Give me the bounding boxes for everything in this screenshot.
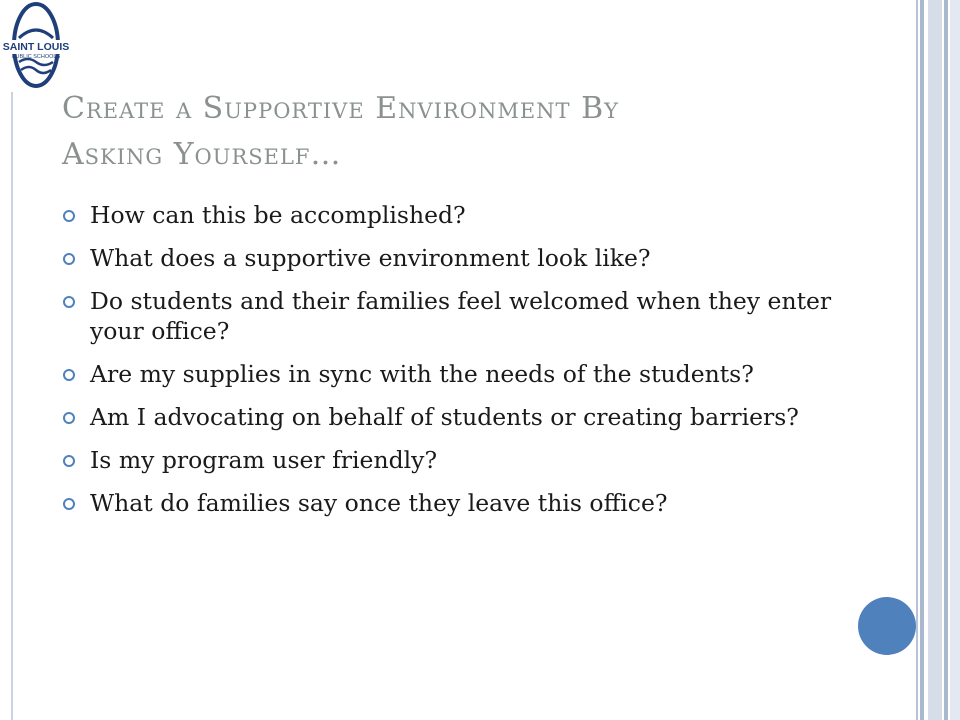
bullet-text: Are my supplies in sync with the needs of the students?	[90, 360, 754, 388]
slide-title	[62, 86, 862, 178]
left-divider	[11, 92, 13, 720]
bullet-item	[62, 445, 862, 475]
open-circle-bullet-icon	[62, 454, 76, 468]
bullet-text: What do families say once they leave this office?	[90, 489, 668, 517]
bullet-text: Is my program user friendly?	[90, 446, 438, 474]
bullet-text: What does a supportive environment look like?	[90, 244, 651, 272]
right-decorative-stripes	[916, 0, 960, 720]
title-line-1: Create a Supportive Environment By	[62, 91, 619, 126]
bullet-item	[62, 359, 862, 389]
bullet-item	[62, 200, 862, 230]
logo-line2: PUBLIC SCHOOLS	[11, 54, 61, 60]
bullet-item	[62, 243, 862, 273]
bullet-item	[62, 286, 862, 346]
open-circle-bullet-icon	[62, 295, 76, 309]
open-circle-bullet-icon	[62, 411, 76, 425]
bullet-item	[62, 488, 862, 518]
logo-line1: SAINT LOUIS	[2, 41, 70, 53]
bullet-text: How can this be accomplished?	[90, 201, 466, 229]
open-circle-bullet-icon	[62, 209, 76, 223]
title-line-2: Asking Yourself…	[62, 137, 342, 172]
open-circle-bullet-icon	[62, 252, 76, 266]
bullet-text: Do students and their families feel welcomed when they enter your office?	[90, 287, 832, 345]
bullet-text: Am I advocating on behalf of students or creating barriers?	[90, 403, 799, 431]
saint-louis-public-schools-logo	[2, 0, 70, 90]
bullet-item	[62, 402, 862, 432]
accent-circle	[858, 597, 916, 655]
open-circle-bullet-icon	[62, 368, 76, 382]
bullet-list	[62, 200, 862, 531]
open-circle-bullet-icon	[62, 497, 76, 511]
